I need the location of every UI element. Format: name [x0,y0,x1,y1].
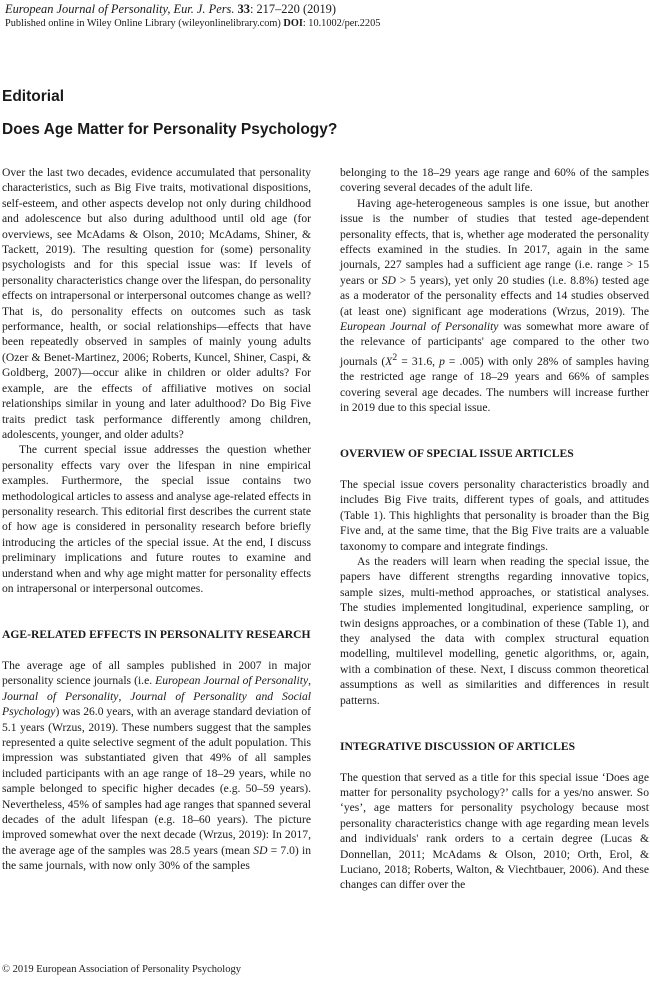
left-column [2,165,311,874]
section-heading-overview: OVERVIEW OF SPECIAL ISSUE ARTICLES [340,447,574,461]
discussion-paragraph: The question that served as a title for this special issue ‘Does age matter for personality psychology?’ calls for a yes/no answer. So ‘yes’, age matters for personality psychology because most personality characteristics change with age regarding mean levels and individuals' rank orders to a certain degree (Lucas & Donnellan, 2011; McAdams & Olson, 2010; Orth, Erol, & Luciano, 2018; Roberts, Walton, & Viechtbauer, 2006). And these changes can differ over the [340,770,649,892]
journal-volume: 33 [237,2,250,16]
copyright-footer: © 2019 European Association of Personality Psychology [2,964,241,975]
right-column [340,165,649,893]
journal-pages: : 217–220 (2019) [249,2,336,16]
published-online: Published online in Wiley Online Library (wileyonlinelibrary.com) [5,18,281,29]
moderation-paragraph: Having age-heterogeneous samples is one issue, but another issue is the number of studies that tested age-dependent personality effects, that is, whether age moderated the personality effects examined in the studies. In 2017, again in the same journals, 227 samples had a sufficient age range (i.e. range > 15 years or SD > 5 years), yet only 20 studies (i.e. 8.8%) tested age as a moderator of the personality effects and 14 studies observed (at least one) significant age moderations (Wrzus, 2019). The European Journal of Personality was somewhat more aware of the relevance of participants' age compared to the other two journals ($X^2 = 31.6$, p = .005) with only 28% of samples having the restricted age range of 18–29 years and 66% of samples covering several age decades. The numbers will increase further in 2019 due to this special issue. [340,196,649,414]
publication-info [5,17,645,31]
section-heading-discussion: INTEGRATIVE DISCUSSION OF ARTICLES [340,739,576,753]
doi-label: DOI [283,18,303,29]
intro-paragraph-1: Over the last two decades, evidence accumulated that personality characteristics, such as Big Five traits, motivational dispositions, self-esteem, and other aspects develop not only during childhood and adolescence but also during adulthood until old age (for overviews, see McAdams & Olson, 2010; McAdams, Shiner, & Tackett, 2019). The resulting question for (some) personality psychologists and for this special issue was: If levels of personality characteristics change over the lifespan, do personality effects on intrapersonal or interpersonal outcomes change as well? That is, do personality effects on outcomes such as task performance, health, or social relationships—effects that have been repeatedly observed in samples of mainly young adults (Ozer & Benet-Martinez, 2006; Roberts, Kuncel, Shiner, Caspi, & Goldberg, 2007)—occur alike in children or older adults? For example, are the effects of affiliative motives on social relationships similar in young and later adulthood? Do Big Five traits predict task performance differently among children, adolescents, younger, and older adults? [2,166,311,441]
section-heading-age-effects: AGE-RELATED EFFECTS IN PERSONALITY RESEARCH [2,628,311,642]
overview-paragraph-1: The special issue covers personality characteristics broadly and includes Big Five traits, different types of goals, and attitudes (Table 1). This highlights that personality is broader than the Big Five and, at the same time, that the Big Five traits are a valuable taxonomy to compare and integrate findings. [340,477,649,553]
intro-paragraph-2: The current special issue addresses the question whether personality effects vary over the lifespan in nine empirical examples. Furthermore, the special issue contains two methodological articles to assess and analyse age-related effects in personality research. This editorial first describes the current state of how age is considered in personality research before briefly introducing the articles of the special issue. At the end, I discuss preliminary implications and future routes to examine and understand when and why age might matter for personality effects on intrapersonal or interpersonal outcomes. [2,443,311,595]
overview-paragraph-2: As the readers will learn when reading the special issue, the papers have different strengths regarding innovative topics, sample sizes, multi-method approaches, or statistical analyses. The studies implemented longitudinal, experience sampling, or twin designs approaches, or a combination of these (Table 1), and they analysed the data with complex structural equation modelling, multilevel modelling, genetic algorithms, or, again, with a combination of these. Next, I discuss common theoretical assumptions as well as similarities and differences in result patterns. [340,554,649,707]
article-title: Does Age Matter for Personality Psychology? [2,121,338,138]
continued-paragraph: belonging to the 18–29 years age range and 60% of the samples covering several decades of the adult life. [340,166,649,195]
journal-citation [5,2,645,17]
article-type: Editorial [2,88,65,105]
age-effects-paragraph: The average age of all samples published in 2007 in major personality science journals (i.e. European Journal of Personality, Journal of Personality, Journal of Personality and Social Psychology) was 26.0 years, with an average standard deviation of 5.1 years (Wrzus, 2019). These numbers suggest that the samples represented a quite selective segment of the adult population. This impression was substantiated given that 49% of all samples included participants with an age range of 18–29 years, while no sample belonged to specific higher decades (e.g. 50–59 years). Nevertheless, 45% of samples had age ranges that spanned several decades of the adult lifespan (e.g. 18–60 years). The picture improved somewhat over the next decade (Wrzus, 2019): In 2017, the average age of the samples was 28.5 years (mean SD = 7.0) in the same journals, with now only 30% of the samples [2,658,312,873]
running-header [5,2,645,31]
doi-value: : 10.1002/per.2205 [302,18,381,29]
journal-name: European Journal of Personality, Eur. J. Pers. [5,2,235,16]
